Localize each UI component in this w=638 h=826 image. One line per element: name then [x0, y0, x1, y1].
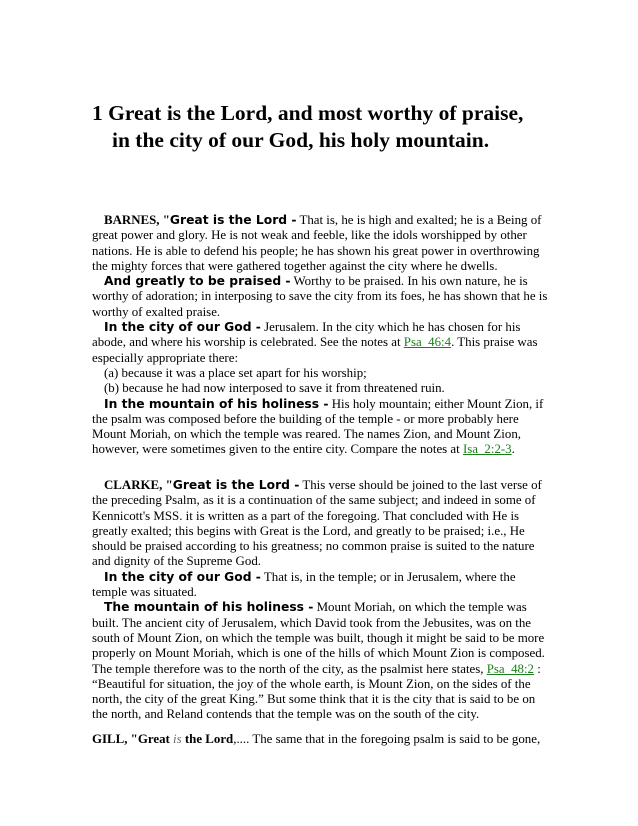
- barnes-list-item-a: (a) because it was a place set apart for his worship;: [104, 365, 367, 380]
- clarke-keyword-1: Great is the Lord -: [172, 478, 300, 492]
- clarke-keyword-3: The mountain of his holiness -: [104, 600, 314, 615]
- clarke-paragraph-2: [92, 570, 552, 601]
- ref-link-psa-46-4[interactable]: Psa_46:4: [403, 335, 452, 350]
- clarke-text-2: That is, in the temple; or in Jerusalem, where the temple was situated.: [92, 569, 516, 600]
- ref-link-psa-48-2[interactable]: Psa_48:2: [486, 661, 534, 676]
- barnes-text-1: That is, he is high and exalted; he is a Being of great power and glory. He is not weak and feeble, like the idols worshipped by other nations. He is able to defend his people; he has shown his great power in overthrowing the mighty forces that were gathered together against the city where he dwells.: [92, 213, 542, 273]
- barnes-text-2: Worthy to be praised. In his own nature, he is worthy of adoration; in interposing to save the city from its foes, he has shown that he is worthy of exalted praise.: [92, 274, 548, 319]
- ref-link-isa-2-2-3[interactable]: Isa_2:2-3: [462, 442, 512, 457]
- barnes-text-3: Jerusalem. In the city which he has chosen for his abode, and where his worship is celebrated. See the notes at: [92, 320, 521, 350]
- barnes-commentary: [92, 213, 552, 458]
- verse-title: [92, 100, 572, 154]
- clarke-commentary: [92, 478, 552, 723]
- gill-commentary: [92, 732, 562, 747]
- barnes-paragraph-1: [92, 213, 552, 274]
- clarke-paragraph-3: [92, 600, 552, 722]
- verse-title-line-1: 1 Great is the Lord, and most worthy of praise,: [92, 101, 524, 125]
- barnes-text-3-tail: . This praise was especially appropriate there:: [92, 335, 538, 365]
- clarke-text-3-tail: : “Beautiful for situation, the joy of the whole earth, is Mount Zion, on the sides of the north, the city of the great King.” But some think that it is the city that is said to be on the north, and Reland contends that the temple was on the south of the city.: [92, 661, 541, 722]
- gill-paragraph-1: [92, 732, 562, 747]
- barnes-keyword-3: In the city of our God -: [104, 320, 261, 335]
- barnes-text-5-tail: .: [511, 442, 515, 457]
- gill-text-1: ,.... The same that in the foregoing psalm is said to be gone,: [233, 732, 541, 746]
- barnes-paragraph-3: [92, 320, 552, 366]
- clarke-author: CLARKE, ": [104, 478, 173, 492]
- clarke-paragraph-1: [92, 478, 552, 570]
- gill-author: GILL, "Great: [92, 732, 174, 746]
- verse-title-line-2: in the city of our God, his holy mountain.: [112, 128, 490, 152]
- barnes-paragraph-5: [92, 397, 552, 458]
- gill-keyword: the Lord: [181, 732, 234, 746]
- gill-italic-is: is: [173, 732, 182, 746]
- barnes-author: BARNES, ": [104, 213, 170, 227]
- barnes-paragraph-2: [92, 274, 552, 320]
- barnes-keyword-5: In the mountain of his holiness -: [104, 396, 329, 411]
- clarke-text-1: This verse should be joined to the last verse of the preceding Psalm, as it is a continuation of the same subject; and indeed in some of Kennicott's MSS. it is written as a part of the foregoing. That concluded with He is greatly exalted; this begins with Great is the Lord, and greatly to be praised; i.e., He should be praised according to his greatness; no common praise is suited to the nature and dignity of the Supreme God.: [92, 478, 542, 569]
- barnes-keyword-1: Great is the Lord -: [169, 213, 297, 227]
- barnes-list-item-b: (b) because he had now interposed to save it from threatened ruin.: [104, 381, 445, 396]
- clarke-keyword-2: In the city of our God -: [104, 569, 261, 584]
- barnes-keyword-2: And greatly to be praised -: [104, 274, 291, 289]
- clarke-text-3: Mount Moriah, on which the temple was built. The ancient city of Jerusalem, which David took from the Jebusites, was on the south of Mount Zion, on which the temple was built, though it might be said to be more properly on Mount Moriah, which is one of the hills of which Mount Zion is composed. The temple therefore was to the north of the city, as the psalmist here states,: [92, 600, 545, 676]
- barnes-text-5: His holy mountain; either Mount Zion, if the psalm was composed before the building of the temple - or more probably here Mount Moriah, on which the temple was reared. The names Zion, and Mount Zion, however, were sometimes given to the entire city. Compare the notes at: [92, 396, 544, 457]
